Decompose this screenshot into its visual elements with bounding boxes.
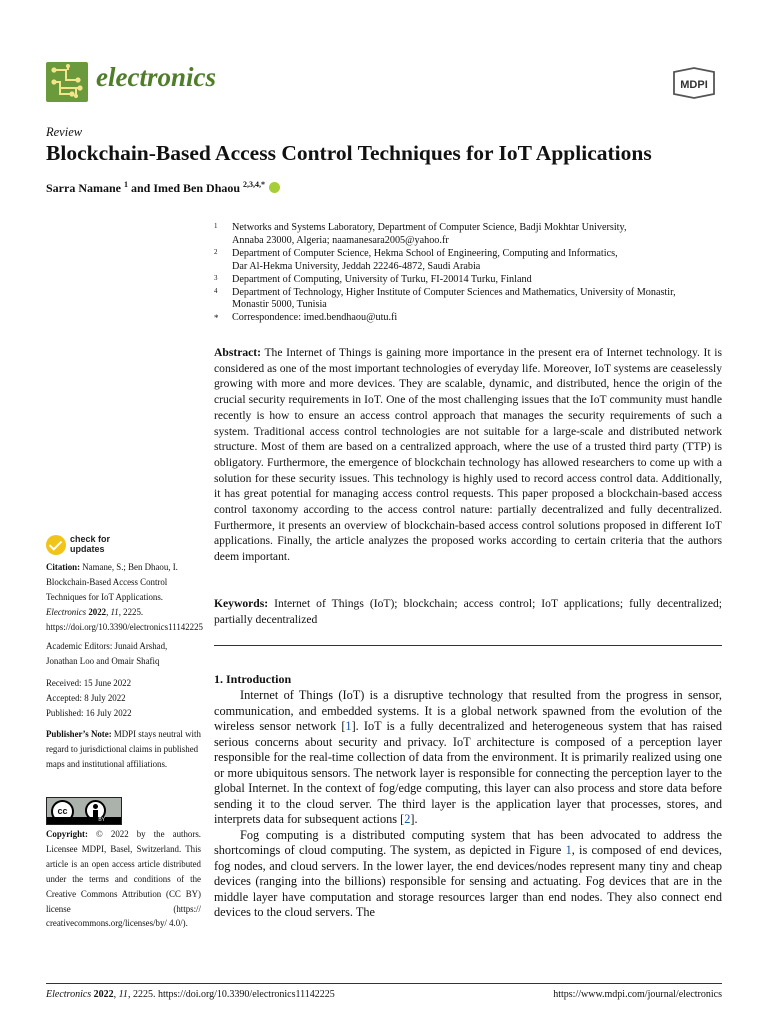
keywords <box>214 596 722 627</box>
introduction-body <box>214 688 722 921</box>
citation-year: 2022 <box>88 606 107 617</box>
footer-journal: Electronics <box>46 989 92 1000</box>
affiliation-item <box>214 222 724 248</box>
author-affiliation-mark: 2,3,4,* <box>243 180 266 189</box>
affiliation-item <box>214 274 724 287</box>
footer-volume: 11 <box>118 989 128 1000</box>
publisher-note-text: MDPI stays neutral with regard to jurisdictional claims in published maps and institutional affiliations. <box>46 729 201 769</box>
affiliation-text: Department of Computer Science, Hekma School of Engineering, Computing and Informatics, <box>232 247 618 259</box>
copyright-notice <box>46 827 201 931</box>
by-label: BY <box>47 817 121 824</box>
affiliation-text: Department of Technology, Higher Institute of Computer Sciences and Mathematics, University of Monastir, <box>232 286 676 298</box>
cc-icon: cc <box>51 800 74 823</box>
citation-block: Citation: Namane, S.; Ben Dhaou, I. Blockchain-Based Access Control Techniques for IoT Applications. Electronics 2022, 11, 2225. https://doi.org/10.3390/electronics11142225 <box>46 562 203 632</box>
citation-volume: 11 <box>110 606 119 617</box>
paragraph-text: ]. <box>410 812 418 826</box>
published-date: Published: 16 July 2022 <box>46 707 132 718</box>
abstract-label: Abstract: <box>214 346 262 359</box>
paragraph-text: Internet of Things (IoT) is a disruptive technology that resulted from the progress in sensor, communication, and embedded systems. It is a global network spawned from the evolution of the wireless sensor network [ <box>214 688 722 733</box>
mdpi-logo <box>664 66 724 100</box>
affiliation-number: 1 <box>214 222 218 230</box>
section-heading: 1. Introduction <box>214 672 292 686</box>
editors-line: Jonathan Loo and Omair Shafiq <box>46 655 160 666</box>
affiliation-item <box>214 287 724 313</box>
keywords-text: Internet of Things (IoT); blockchain; access control; IoT applications; fully decentralized; partially decentralized <box>214 597 722 626</box>
author-name: Imed Ben Dhaou <box>153 181 241 195</box>
abstract <box>214 345 722 565</box>
correspondence-mark: * <box>214 313 219 324</box>
check-label: updates <box>70 544 105 554</box>
orcid-icon[interactable] <box>269 182 280 193</box>
affiliation-text: Annaba 23000, Algeria; naamanesara2005@yahoo.fr <box>232 234 449 246</box>
affiliation-text: Department of Computing, University of Turku, FI-20014 Turku, Finland <box>232 273 532 285</box>
footer-citation: Electronics 2022, 11, 2225. https://doi.org/10.3390/electronics11142225 <box>46 989 335 1000</box>
affiliation-number: 4 <box>214 286 218 295</box>
reference-link[interactable]: 2 <box>404 812 411 826</box>
affiliation-number: 2 <box>214 247 218 256</box>
reference-link[interactable]: 1 <box>345 719 352 733</box>
footer-doi[interactable]: , 2225. https://doi.org/10.3390/electronics11142225 <box>127 989 335 1000</box>
journal-logo-icon <box>46 62 88 102</box>
paragraph-text: Fog computing is a distributed computing system that has been advocated to address the shortcomings of cloud computing. The system, as depicted in Figure <box>214 827 722 857</box>
academic-editors <box>46 639 201 669</box>
author-conjunction: and <box>131 181 151 195</box>
section-divider <box>214 645 722 646</box>
citation-doi[interactable]: , 2225. https://doi.org/10.3390/electronics11142225 <box>46 606 203 632</box>
copyright-label: Copyright: <box>46 829 88 839</box>
affiliation-number: 3 <box>214 273 218 282</box>
affiliation-text: Monastir 5000, Tunisia <box>232 299 327 311</box>
paragraph <box>214 828 722 921</box>
paragraph-text: , is composed of end devices, fog nodes, and cloud servers. In the lower layer, the end devices/nodes represent many tiny and cheap devices (ranging into the billions) responsible for sensing and actuating. Fog devices that are in the middle layer have computation and storage resources larger than end nodes. They also connect end devices to the cloud servers. The <box>214 843 723 919</box>
check-label: check for <box>70 534 111 544</box>
article-type: Review <box>46 125 83 139</box>
citation-text: Namane, S.; Ben Dhaou, I. Blockchain-Based Access Control Techniques for IoT Applications. <box>46 562 178 602</box>
abstract-text: The Internet of Things is gaining more importance in the present era of Internet technology. It is considered as one of the most important technologies of everyday life. Moreover, IoT systems are ceaselessly growing with more and more devices. They are scalable, dynamic, and distributed, hence the origin of the crucial security requirements in IoT. One of the most challenging issues that the IoT community must handle recently is how to ensure an access control approach that manages the security requirements of such a system. Traditional access control technologies are not suitable for a large-scale and distributed network structure. Most of them are based on a centralized approach, where the use of a trusted third party (TTP) is obligatory. Furthermore, the emergence of blockchain technology has allowed researchers to come up with a solution for these security issues. This technology is highly used to record access control data. Additionally, it has great potential for managing access control requests. This paper proposed a blockchain-based access control taxonomy according to the access control nature: partially decentralized and fully decentralized. Furthermore, it presents an overview of blockchain-based access control solutions proposed in different IoT applications. Finally, the article analyzes the proposed works according to certain criteria that the authors deem important. <box>214 346 722 564</box>
affiliation-text: Dar Al-Hekma University, Jeddah 22246-4872, Saudi Arabia <box>232 260 481 272</box>
author-name: Sarra Namane <box>46 181 121 195</box>
publisher-note-label: Publisher’s Note: <box>46 729 112 739</box>
correspondence-item <box>214 312 724 325</box>
paragraph <box>214 688 722 828</box>
editors-line: Academic Editors: Junaid Arshad, <box>46 641 168 651</box>
received-date: Received: 15 June 2022 <box>46 678 132 688</box>
copyright-text: © 2022 by the authors. Licensee MDPI, Basel, Switzerland. This article is an open access article distributed under the terms and conditions of the Creative Commons Attribution (CC BY) license (https:// creativecommons.org/licenses/by/ 4.0/). <box>46 829 201 929</box>
publication-dates <box>46 676 201 721</box>
footer-journal-url[interactable]: https://www.mdpi.com/journal/electronics <box>553 989 722 1000</box>
check-for-updates-badge[interactable] <box>46 534 166 560</box>
author-affiliation-mark: 1 <box>124 180 128 189</box>
author-list <box>46 180 280 196</box>
footer-year: 2022 <box>93 989 114 1000</box>
affiliation-text: Networks and Systems Laboratory, Department of Computer Science, Badji Mokhtar University, <box>232 222 627 233</box>
check-icon <box>46 535 66 555</box>
affiliations <box>214 222 724 325</box>
correspondence-text: Correspondence: imed.bendhaou@utu.fi <box>232 312 398 324</box>
paragraph-text: ]. IoT is a fully decentralized and heterogeneous system that has raised serious concerns about security and privacy. IoT architecture is composed of a perception layer responsible for the real-time collection of data from the environment. It is primarily realized using one or more ubiquitous sensors. The network layer is responsible for connecting the perception layer to the global Internet. In the context of fog/edge computing, this layer can also process and store data before sending it to the cloud server. The third layer is the application layer that processes, stores, and interprets data for subsequent actions [ <box>214 719 722 826</box>
figure-link[interactable]: 1 <box>565 843 572 857</box>
keywords-label: Keywords: <box>214 597 269 610</box>
cc-by-license-icon[interactable] <box>46 797 122 825</box>
affiliation-item <box>214 248 724 274</box>
footer-divider <box>46 983 722 984</box>
publisher-note <box>46 727 201 772</box>
citation-label: Citation: <box>46 562 81 572</box>
mdpi-logo-text: MDPI <box>680 79 708 91</box>
accepted-date: Accepted: 8 July 2022 <box>46 692 126 703</box>
citation-journal: Electronics <box>46 606 87 617</box>
article-title: Blockchain-Based Access Control Techniques for IoT Applications <box>46 141 652 165</box>
journal-name: electronics <box>96 62 216 92</box>
